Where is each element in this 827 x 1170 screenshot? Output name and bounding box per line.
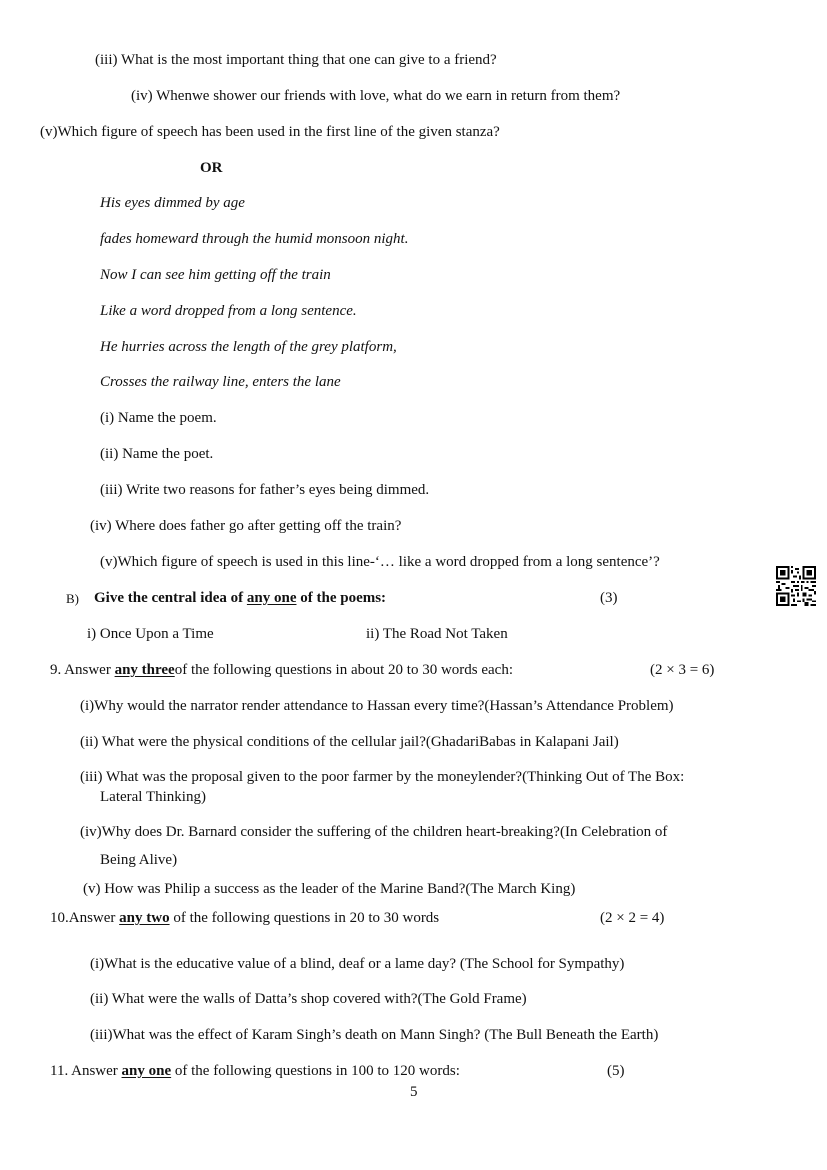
q8-question-v: (v)Which figure of speech has been used in the first line of the given stanza?	[40, 124, 500, 140]
q10-item-iii: (iii)What was the effect of Karam Singh’s death on Mann Singh? (The Bull Beneath the Earth)	[90, 1027, 659, 1043]
stanza-line-5: He hurries across the length of the grey platform,	[100, 339, 397, 355]
stanza-line-4: Like a word dropped from a long sentence.	[100, 303, 357, 319]
stanza-question-v: (v)Which figure of speech is used in this line-‘… like a word dropped from a long sentence’?	[100, 554, 660, 570]
q8-question-iii: (iii) What is the most important thing that one can give to a friend?	[95, 52, 497, 68]
q9-item-ii: (ii) What were the physical conditions of the cellular jail?(GhadariBabas in Kalapani Jail)	[80, 734, 619, 750]
stanza-question-iv: (iv) Where does father go after getting off the train?	[90, 518, 402, 534]
emphasis-any-three: any three	[114, 662, 175, 678]
q9-heading: 9. Answer any threeof the following questions in about 20 to 30 words each:	[50, 662, 514, 678]
q9-item-i: (i)Why would the narrator render attendance to Hassan every time?(Hassan’s Attendance Problem)	[80, 698, 674, 714]
section-b-label: B)	[66, 591, 79, 606]
stanza-question-i: (i) Name the poem.	[100, 410, 217, 426]
section-b-heading: Give the central idea of any one of the poems:	[94, 590, 387, 606]
q11-marks: (5)	[607, 1063, 625, 1079]
q10-item-i: (i)What is the educative value of a blind, deaf or a lame day? (The School for Sympathy)	[90, 956, 625, 972]
q9-item-iv-line-1: (iv)Why does Dr. Barnard consider the suffering of the children heart-breaking?(In Celebration of	[80, 824, 668, 840]
q9-item-v: (v) How was Philip a success as the leader of the Marine Band?(The March King)	[83, 881, 576, 897]
q8-question-iv: (iv) Whenwe shower our friends with love, what do we earn in return from them?	[131, 88, 621, 104]
or-separator: OR	[200, 160, 223, 176]
q9-item-iii-line-2: Lateral Thinking)	[100, 789, 206, 805]
stanza-line-2: fades homeward through the humid monsoon night.	[100, 231, 409, 247]
poem-option-2: ii) The Road Not Taken	[366, 626, 508, 642]
stanza-line-6: Crosses the railway line, enters the lane	[100, 374, 341, 390]
emphasis-any-one: any one	[246, 590, 297, 606]
q11-heading: 11. Answer any one of the following questions in 100 to 120 words:	[50, 1063, 460, 1079]
q9-item-iii-line-1: (iii) What was the proposal given to the poor farmer by the moneylender?(Thinking Out of The Box:	[80, 769, 685, 785]
q10-item-ii: (ii) What were the walls of Datta’s shop covered with?(The Gold Frame)	[90, 991, 527, 1007]
section-b-marks: (3)	[600, 590, 618, 606]
q9-marks: (2 × 3 = 6)	[650, 662, 715, 678]
emphasis-any-one-q11: any one	[121, 1063, 172, 1079]
stanza-question-iii: (iii) Write two reasons for father’s eyes being dimmed.	[100, 482, 430, 498]
emphasis-any-two: any two	[119, 910, 170, 926]
stanza-line-1: His eyes dimmed by age	[100, 195, 245, 211]
stanza-question-ii: (ii) Name the poet.	[100, 446, 214, 462]
qr-code-icon	[776, 566, 816, 606]
stanza-line-3: Now I can see him getting off the train	[100, 267, 331, 283]
poem-option-1: i) Once Upon a Time	[87, 626, 214, 642]
q10-heading: 10.Answer any two of the following questions in 20 to 30 words	[50, 910, 440, 926]
q9-item-iv-line-2: Being Alive)	[100, 852, 178, 868]
page-number: 5	[410, 1084, 418, 1100]
q10-marks: (2 × 2 = 4)	[600, 910, 665, 926]
